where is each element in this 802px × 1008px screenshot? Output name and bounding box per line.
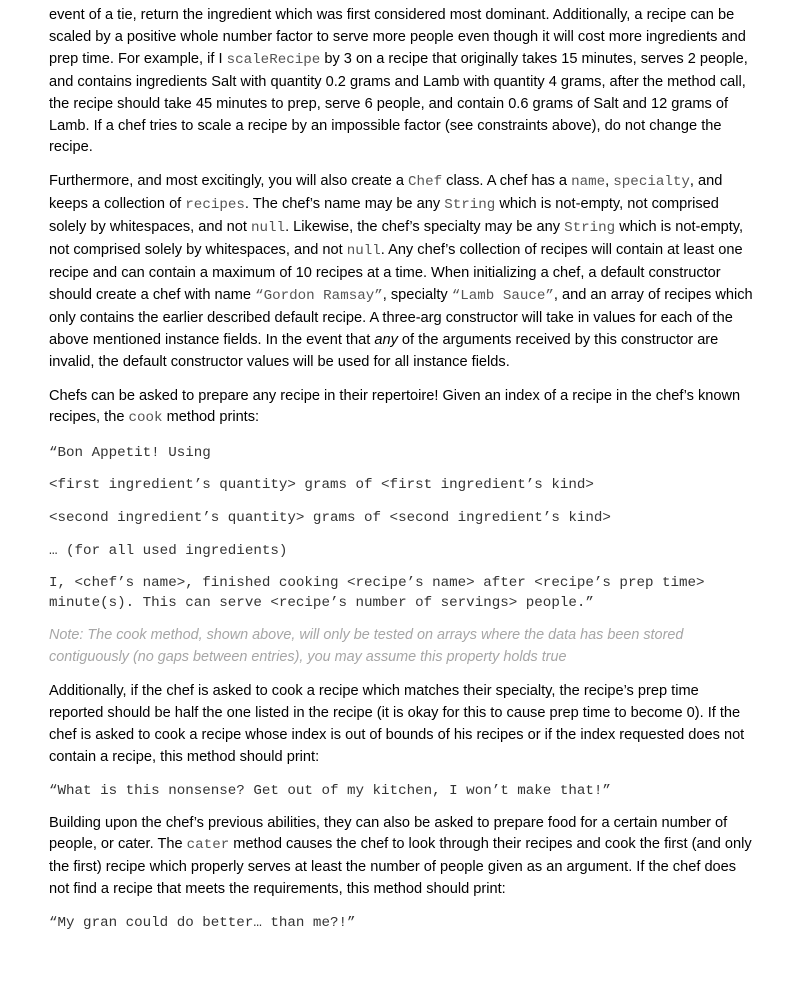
- paragraph-cook-intro: Chefs can be asked to prepare any recipe in their repertoire! Given an index of a recipe in the chef’s known recipes, the cook method prints:: [49, 387, 741, 427]
- code-specialty: specialty: [613, 174, 690, 191]
- cook-output-line-3: <second ingredient’s quantity> grams of <second ingredient’s kind>: [49, 510, 611, 526]
- code-null: null: [251, 220, 286, 237]
- nonsense-output: “What is this nonsense? Get out of my kitchen, I won’t make that!”: [49, 782, 611, 799]
- paragraph-scale-recipe: event of a tie, return the ingredient which was first considered most dominant. Additionally, a recipe can be scaled by a positive whole number factor to serve more people even though it will cost more ingredients and prep time. For example, if I scaleRecipe by 3 on a recipe that originally takes 15 minutes, serves 2 people, and contains ingredients Salt with quantity 0.2 grams and Lamb with quantity 4 grams, after the method call, the recipe should take 45 minutes to prep, serve 6 people, and contain 0.6 grams of Salt and 12 grams of Lamb. If a chef tries to scale a recipe by an impossible factor (see constraints above), do not change the recipe.: [49, 7, 748, 156]
- code-name: name: [571, 174, 606, 191]
- paragraph-cater: Building upon the chef’s previous abilities, they can also be asked to prepare food for a certain number of people, or cater. The cater method causes the chef to look through their recipes and cook the first (and only the first) recipe which properly serves at least the number of people given as an argument. If the chef does not find a recipe that meets the requirements, this method should print:: [49, 814, 752, 898]
- paragraph-specialty: Additionally, if the chef is asked to cook a recipe which matches their specialty, the recipe’s prep time reported should be half the one listed in the recipe (it is okay for this to cause prep time to become 0). If the chef is asked to cook a recipe whose index is out of bounds of his recipes or if the index requested does not contain a recipe, this method should print:: [49, 682, 745, 765]
- cook-output-line-5: I, <chef’s name>, finished cooking <recipe’s name> after <recipe’s prep time> minute(s). This can serve <recipe’s number of servings> people.”: [49, 575, 705, 612]
- code-recipes: recipes: [185, 197, 245, 214]
- emphasis-any: any: [374, 331, 398, 348]
- code-string: String: [444, 197, 496, 214]
- gran-output: “My gran could do better… than me?!”: [49, 915, 356, 932]
- code-scale-recipe: scaleRecipe: [226, 51, 321, 68]
- code-cook: cook: [128, 410, 163, 427]
- code-lamb-sauce: “Lamb Sauce”: [451, 287, 554, 304]
- code-gordon-ramsay: “Gordon Ramsay”: [255, 287, 383, 304]
- document-page: [49, 0, 754, 945]
- paragraph-chef-class: Furthermore, and most excitingly, you will also create a Chef class. A chef has a name, specialty, and keeps a collection of recipes. The chef’s name may be any String which is not-empty, not comprised solely by whitespaces, and not null. Likewise, the chef’s specialty may be any String which is not-empty, not comprised solely by whitespaces, and not null. Any chef’s collection of recipes will contain at least one recipe and can contain a maximum of 10 recipes at a time. When initializing a chef, a default constructor should create a chef with name “Gordon Ramsay”, specialty “Lamb Sauce”, and an array of recipes which only contains the earlier described default recipe. A three-arg constructor will take in values for each of the above mentioned instance fields. In the event that any of the arguments received by this constructor are invalid, the default constructor values will be used for all instance fields.: [49, 173, 753, 370]
- code-chef: Chef: [408, 174, 443, 191]
- code-null: null: [346, 243, 381, 260]
- code-cater: cater: [186, 837, 230, 854]
- cook-output-line-1: “Bon Appetit! Using: [49, 444, 211, 461]
- cook-output-line-4: … (for all used ingredients): [49, 542, 288, 559]
- note-contiguous: Note: The cook method, shown above, will only be tested on arrays where the data has been stored contiguously (no gaps between entries), you may assume this property holds true: [49, 627, 684, 665]
- cook-output-line-2: <first ingredient’s quantity> grams of <first ingredient’s kind>: [49, 477, 594, 494]
- code-string: String: [564, 220, 616, 237]
